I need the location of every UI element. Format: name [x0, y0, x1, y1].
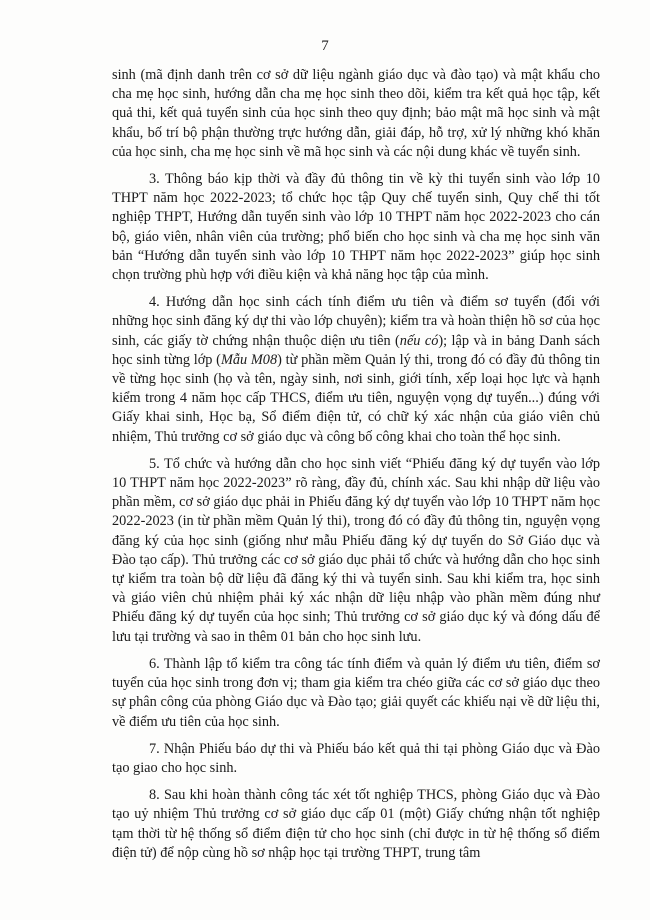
paragraph-5: 5. Tổ chức và hướng dẫn cho học sinh viết “Phiếu đăng ký dự tuyển vào lớp 10 THPT năm học 2022-2023” rõ ràng, đầy đủ, chính xác. Sau khi nhập dữ liệu vào phần mềm, cơ sở giáo dục phải in Phiếu đăng ký dự tuyển vào lớp 10 THPT năm học 2022-2023 (in từ phần mềm Quản lý thi), trong đó có đầy đủ thông tin, nguyện vọng đăng ký của học sinh (giống như mẫu Phiếu đăng ký dự tuyển do Sở Giáo dục và Đào tạo cấp). Thủ trưởng các cơ sở giáo dục phải tổ chức và hướng dẫn cho học sinh tự kiểm tra toàn bộ dữ liệu đã đăng ký thi và tuyển sinh. Sau khi kiểm tra, học sinh và giáo viên chủ nhiệm phải ký xác nhận dữ liệu nhập vào phần mềm đúng như Phiếu đăng ký dự tuyển của học sinh; Thủ trưởng cơ sở giáo dục ký và đóng dấu để lưu tại trường và sao in thêm 01 bản cho học sinh lưu. — [112, 455, 600, 645]
page-number: 7 — [321, 38, 329, 54]
paragraph-6: 6. Thành lập tổ kiểm tra công tác tính điểm và quản lý điểm ưu tiên, điểm sơ tuyển của học sinh trong đơn vị; tham gia kiểm tra chéo giữa các cơ sở giáo dục theo sự phân công của phòng Giáo dục và Đào tạo; giải quyết các khiếu nại về dữ liệu thi, về điểm ưu tiên của học sinh. — [112, 655, 600, 730]
paragraph-8: 8. Sau khi hoàn thành công tác xét tốt nghiệp THCS, phòng Giáo dục và Đào tạo uỷ nhiệm Thủ trưởng cơ sở giáo dục cấp 01 (một) Giấy chứng nhận tốt nghiệp tạm thời từ hệ thống sổ điểm điện tử cho học sinh (chỉ được in từ hệ thống sổ điểm điện tử) để nộp cùng hồ sơ nhập học tại trường THPT, trung tâm — [112, 787, 600, 861]
paragraph-7: 7. Nhận Phiếu báo dự thi và Phiếu báo kết quả thi tại phòng Giáo dục và Đào tạo giao cho học sinh. — [112, 740, 600, 776]
paragraph-3: 3. Thông báo kịp thời và đầy đủ thông tin về kỳ thi tuyển sinh vào lớp 10 THPT năm học 2022-2023; tổ chức học tập Quy chế tuyển sinh, Quy chế thi tốt nghiệp THPT, Hướng dẫn tuyển sinh vào lớp 10 THPT năm học 2022-2023 cho cán bộ, giáo viên, nhân viên của trường; phổ biến cho học sinh và cha mẹ học sinh văn bản “Hướng dẫn tuyển sinh vào lớp 10 THPT năm học 2022-2023” giúp học sinh chọn trường phù hợp với điều kiện và khả năng học tập của mình. — [112, 171, 600, 284]
paragraph-4-italic-mau: Mẫu M08 — [220, 351, 278, 368]
paragraph-continuation: sinh (mã định danh trên cơ sở dữ liệu ngành giáo dục và đào tạo) và mật khẩu cho cha mẹ học sinh, hướng dẫn cha mẹ học sinh theo dõi, kiểm tra kết quả học tập, kết quả thi, kết quả tuyển sinh của học sinh theo quy định; bảo mật mã học sinh và mật khẩu, bố trí bộ phận thường trực hướng dẫn, giải đáp, hỗ trợ, xử lý những khó khăn của học sinh, cha mẹ học sinh về mã học sinh và các nội dung khác về tuyển sinh. — [112, 67, 600, 160]
paragraph-4-italic-neu-co: nếu có — [399, 332, 439, 349]
paragraph-4-part-a: 4. Hướng dẫn học sinh cách tính điểm ưu tiên và điểm sơ tuyển (đối với những học sinh đăng ký dự thi vào lớp chuyên); kiểm tra và hoàn thiện hồ sơ của học sinh, các giấy tờ chứng nhận thuộc diện ưu tiên ( — [112, 294, 601, 349]
paragraph-4-part-c: ) từ phần mềm Quản lý thi, trong đó có đầy đủ thông tin về từng học sinh (họ và tên, ngày sinh, nơi sinh, giới tính, xếp loại học lực và hạnh kiểm trong 4 năm học cấp THCS, điểm ưu tiên, nguyện vọng dự tuyển...) đúng với Giấy khai sinh, Học bạ, Sổ điểm điện tử, có chữ ký xác nhận của giáo viên chủ nhiệm, Thủ trưởng cơ sở giáo dục và công bố công khai cho toàn thể học sinh. — [112, 351, 601, 445]
paragraph-4-part-b: ); lập và in bảng Danh sách học sinh từng lớp ( — [112, 332, 600, 368]
document-body — [112, 66, 600, 871]
paragraph-4 — [112, 293, 600, 447]
